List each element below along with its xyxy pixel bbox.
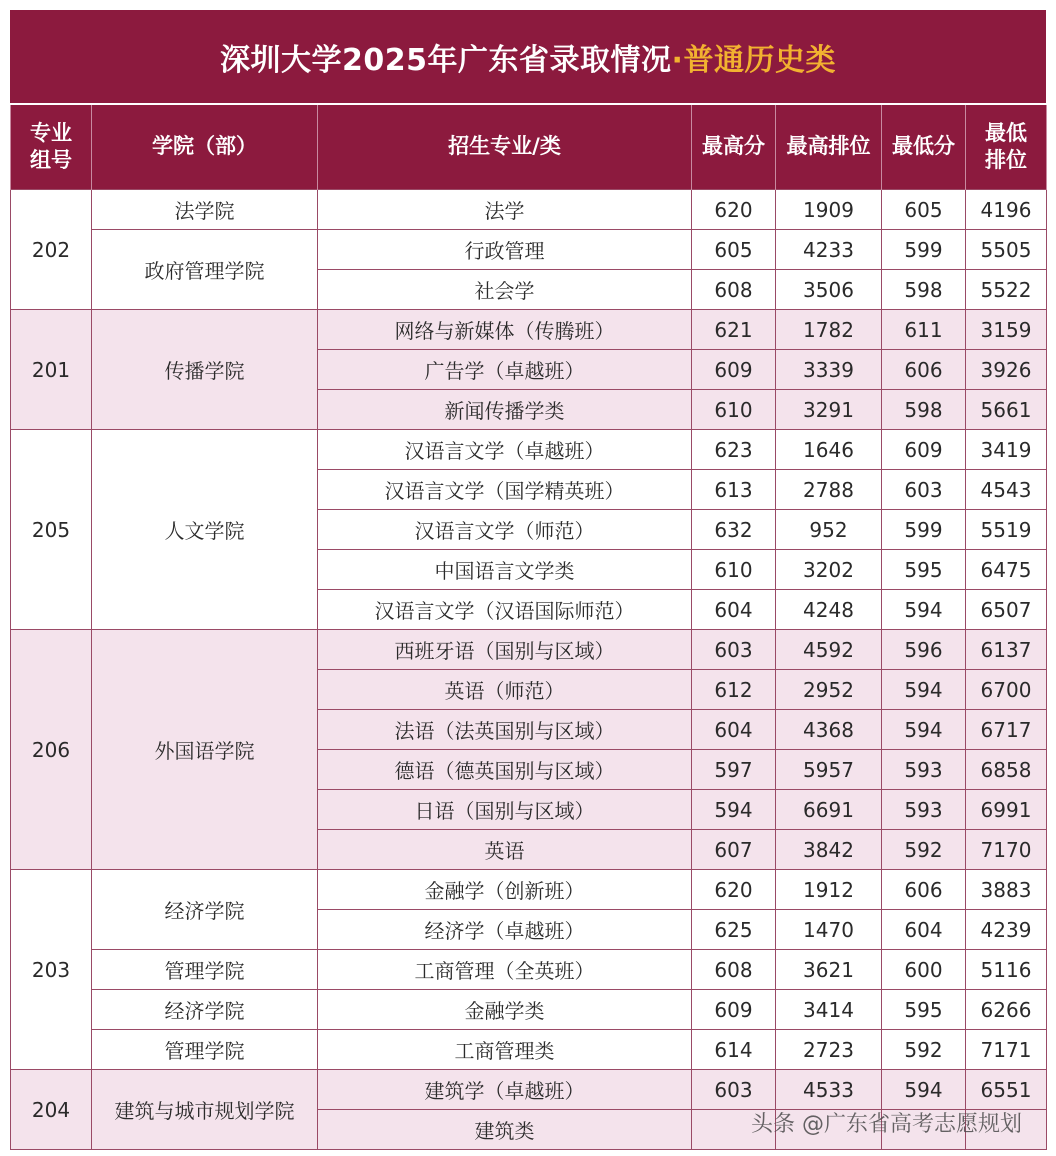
max-rank-cell: 2952 — [776, 670, 882, 710]
college-cell: 经济学院 — [92, 870, 318, 950]
table-row — [11, 1070, 1047, 1110]
major-cell: 经济学（卓越班） — [318, 910, 692, 950]
major-cell: 金融学（创新班） — [318, 870, 692, 910]
max-rank-cell: 3842 — [776, 830, 882, 870]
group-code: 205 — [11, 430, 92, 630]
min-rank-cell: 3926 — [966, 350, 1047, 390]
major-cell: 汉语言文学（卓越班） — [318, 430, 692, 470]
major-cell: 建筑类 — [318, 1110, 692, 1150]
college-cell: 人文学院 — [92, 430, 318, 630]
admission-table — [10, 105, 1047, 1150]
min-score-cell: 595 — [882, 990, 966, 1030]
max-score-cell: 608 — [692, 950, 776, 990]
major-cell: 汉语言文学（国学精英班） — [318, 470, 692, 510]
group-201 — [11, 310, 1047, 430]
table-row — [11, 430, 1047, 470]
page-title — [10, 10, 1046, 105]
min-rank-cell: 5519 — [966, 510, 1047, 550]
watermark-text: 头条 @广东省高考志愿规划 — [751, 1112, 1022, 1137]
min-score-cell: 599 — [882, 510, 966, 550]
group-code: 201 — [11, 310, 92, 430]
max-rank-cell: 2788 — [776, 470, 882, 510]
major-cell: 社会学 — [318, 270, 692, 310]
col-header-college: 学院（部） — [92, 105, 318, 190]
college-cell: 管理学院 — [92, 1030, 318, 1070]
group-code: 202 — [11, 190, 92, 310]
group-205 — [11, 430, 1047, 630]
major-cell: 德语（德英国别与区域） — [318, 750, 692, 790]
min-score-cell: 594 — [882, 590, 966, 630]
min-rank-cell: 6991 — [966, 790, 1047, 830]
table-row — [11, 310, 1047, 350]
college-cell: 法学院 — [92, 190, 318, 230]
max-score-cell: 620 — [692, 190, 776, 230]
min-rank-cell: 5522 — [966, 270, 1047, 310]
table-row — [11, 950, 1047, 990]
max-score-cell: 594 — [692, 790, 776, 830]
group-206 — [11, 630, 1047, 870]
min-rank-cell: 6551 — [966, 1070, 1047, 1110]
major-cell: 日语（国别与区域） — [318, 790, 692, 830]
min-rank-cell: 5505 — [966, 230, 1047, 270]
major-cell: 网络与新媒体（传腾班） — [318, 310, 692, 350]
college-cell: 政府管理学院 — [92, 230, 318, 310]
major-cell: 中国语言文学类 — [318, 550, 692, 590]
max-score-cell: 609 — [692, 990, 776, 1030]
table-row — [11, 190, 1047, 230]
max-rank-cell: 2723 — [776, 1030, 882, 1070]
min-rank-cell: 4196 — [966, 190, 1047, 230]
max-rank-cell: 3291 — [776, 390, 882, 430]
min-rank-cell: 6858 — [966, 750, 1047, 790]
max-rank-cell: 5957 — [776, 750, 882, 790]
min-score-cell: 595 — [882, 550, 966, 590]
max-score-cell: 613 — [692, 470, 776, 510]
min-score-cell: 592 — [882, 1030, 966, 1070]
major-cell: 广告学（卓越班） — [318, 350, 692, 390]
min-rank-cell: 6475 — [966, 550, 1047, 590]
min-score-cell: 593 — [882, 750, 966, 790]
min-score-cell: 596 — [882, 630, 966, 670]
max-score-cell: 608 — [692, 270, 776, 310]
college-cell: 外国语学院 — [92, 630, 318, 870]
major-cell: 工商管理（全英班） — [318, 950, 692, 990]
table-row — [11, 230, 1047, 270]
group-code: 206 — [11, 630, 92, 870]
min-score-cell: 604 — [882, 910, 966, 950]
max-rank-cell: 4592 — [776, 630, 882, 670]
max-score-cell: 609 — [692, 350, 776, 390]
group-code: 204 — [11, 1070, 92, 1150]
col-header-max-score: 最高分 — [692, 105, 776, 190]
max-rank-cell: 3621 — [776, 950, 882, 990]
watermark — [751, 1107, 1022, 1138]
max-rank-cell: 3414 — [776, 990, 882, 1030]
major-cell: 工商管理类 — [318, 1030, 692, 1070]
college-cell: 经济学院 — [92, 990, 318, 1030]
min-rank-cell: 3159 — [966, 310, 1047, 350]
col-header-major: 招生专业/类 — [318, 105, 692, 190]
college-cell: 管理学院 — [92, 950, 318, 990]
min-score-cell: 594 — [882, 1070, 966, 1110]
min-score-cell: 611 — [882, 310, 966, 350]
min-rank-cell: 4239 — [966, 910, 1047, 950]
title-highlight: ·普通历史类 — [671, 42, 836, 78]
major-cell: 行政管理 — [318, 230, 692, 270]
max-rank-cell: 6691 — [776, 790, 882, 830]
table-header — [11, 105, 1047, 190]
max-score-cell: 621 — [692, 310, 776, 350]
admission-sheet — [10, 10, 1046, 1146]
max-score-cell: 625 — [692, 910, 776, 950]
major-cell: 法语（法英国别与区域） — [318, 710, 692, 750]
max-score-cell: 623 — [692, 430, 776, 470]
major-cell: 英语 — [318, 830, 692, 870]
major-cell: 西班牙语（国别与区域） — [318, 630, 692, 670]
min-rank-cell: 6700 — [966, 670, 1047, 710]
major-cell: 英语（师范） — [318, 670, 692, 710]
min-rank-cell: 3419 — [966, 430, 1047, 470]
min-score-cell: 605 — [882, 190, 966, 230]
max-score-cell: 605 — [692, 230, 776, 270]
table-row — [11, 870, 1047, 910]
min-rank-cell: 4543 — [966, 470, 1047, 510]
min-score-cell: 603 — [882, 470, 966, 510]
major-cell: 金融学类 — [318, 990, 692, 1030]
college-cell: 传播学院 — [92, 310, 318, 430]
group-code: 203 — [11, 870, 92, 1070]
max-score-cell: 607 — [692, 830, 776, 870]
max-score-cell: 603 — [692, 1070, 776, 1110]
max-score-cell: 604 — [692, 590, 776, 630]
max-rank-cell: 3506 — [776, 270, 882, 310]
max-rank-cell: 4368 — [776, 710, 882, 750]
table-row — [11, 630, 1047, 670]
min-rank-cell: 7170 — [966, 830, 1047, 870]
max-score-cell: 614 — [692, 1030, 776, 1070]
college-cell: 建筑与城市规划学院 — [92, 1070, 318, 1150]
max-rank-cell: 1470 — [776, 910, 882, 950]
max-score-cell: 620 — [692, 870, 776, 910]
min-score-cell: 598 — [882, 390, 966, 430]
min-score-cell: 606 — [882, 350, 966, 390]
min-rank-cell: 5116 — [966, 950, 1047, 990]
min-score-cell: 609 — [882, 430, 966, 470]
max-rank-cell: 4248 — [776, 590, 882, 630]
min-score-cell: 599 — [882, 230, 966, 270]
max-rank-cell: 1912 — [776, 870, 882, 910]
min-score-cell: 600 — [882, 950, 966, 990]
max-score-cell: 597 — [692, 750, 776, 790]
min-score-cell: 606 — [882, 870, 966, 910]
group-203 — [11, 870, 1047, 1070]
max-score-cell: 603 — [692, 630, 776, 670]
major-cell: 法学 — [318, 190, 692, 230]
max-rank-cell: 4533 — [776, 1070, 882, 1110]
major-cell: 建筑学（卓越班） — [318, 1070, 692, 1110]
min-score-cell: 594 — [882, 710, 966, 750]
max-rank-cell: 1909 — [776, 190, 882, 230]
max-rank-cell: 1782 — [776, 310, 882, 350]
major-cell: 新闻传播学类 — [318, 390, 692, 430]
group-202 — [11, 190, 1047, 310]
table-row — [11, 1030, 1047, 1070]
max-rank-cell: 3202 — [776, 550, 882, 590]
col-header-group-code: 专业组号 — [11, 105, 92, 190]
max-score-cell: 610 — [692, 550, 776, 590]
max-score-cell: 632 — [692, 510, 776, 550]
min-rank-cell: 7171 — [966, 1030, 1047, 1070]
min-rank-cell: 6717 — [966, 710, 1047, 750]
col-header-min-rank: 最低排位 — [966, 105, 1047, 190]
title-main: 深圳大学2025年广东省录取情况 — [220, 42, 672, 78]
major-cell: 汉语言文学（汉语国际师范） — [318, 590, 692, 630]
min-rank-cell: 6137 — [966, 630, 1047, 670]
max-rank-cell: 3339 — [776, 350, 882, 390]
major-cell: 汉语言文学（师范） — [318, 510, 692, 550]
min-score-cell: 598 — [882, 270, 966, 310]
min-score-cell: 592 — [882, 830, 966, 870]
min-score-cell: 594 — [882, 670, 966, 710]
min-score-cell: 593 — [882, 790, 966, 830]
col-header-max-rank: 最高排位 — [776, 105, 882, 190]
min-rank-cell: 6266 — [966, 990, 1047, 1030]
col-header-min-score: 最低分 — [882, 105, 966, 190]
min-rank-cell: 5661 — [966, 390, 1047, 430]
min-rank-cell: 3883 — [966, 870, 1047, 910]
max-rank-cell: 952 — [776, 510, 882, 550]
max-score-cell: 610 — [692, 390, 776, 430]
min-rank-cell: 6507 — [966, 590, 1047, 630]
max-rank-cell: 4233 — [776, 230, 882, 270]
max-rank-cell: 1646 — [776, 430, 882, 470]
table-row — [11, 990, 1047, 1030]
max-score-cell: 604 — [692, 710, 776, 750]
max-score-cell: 612 — [692, 670, 776, 710]
